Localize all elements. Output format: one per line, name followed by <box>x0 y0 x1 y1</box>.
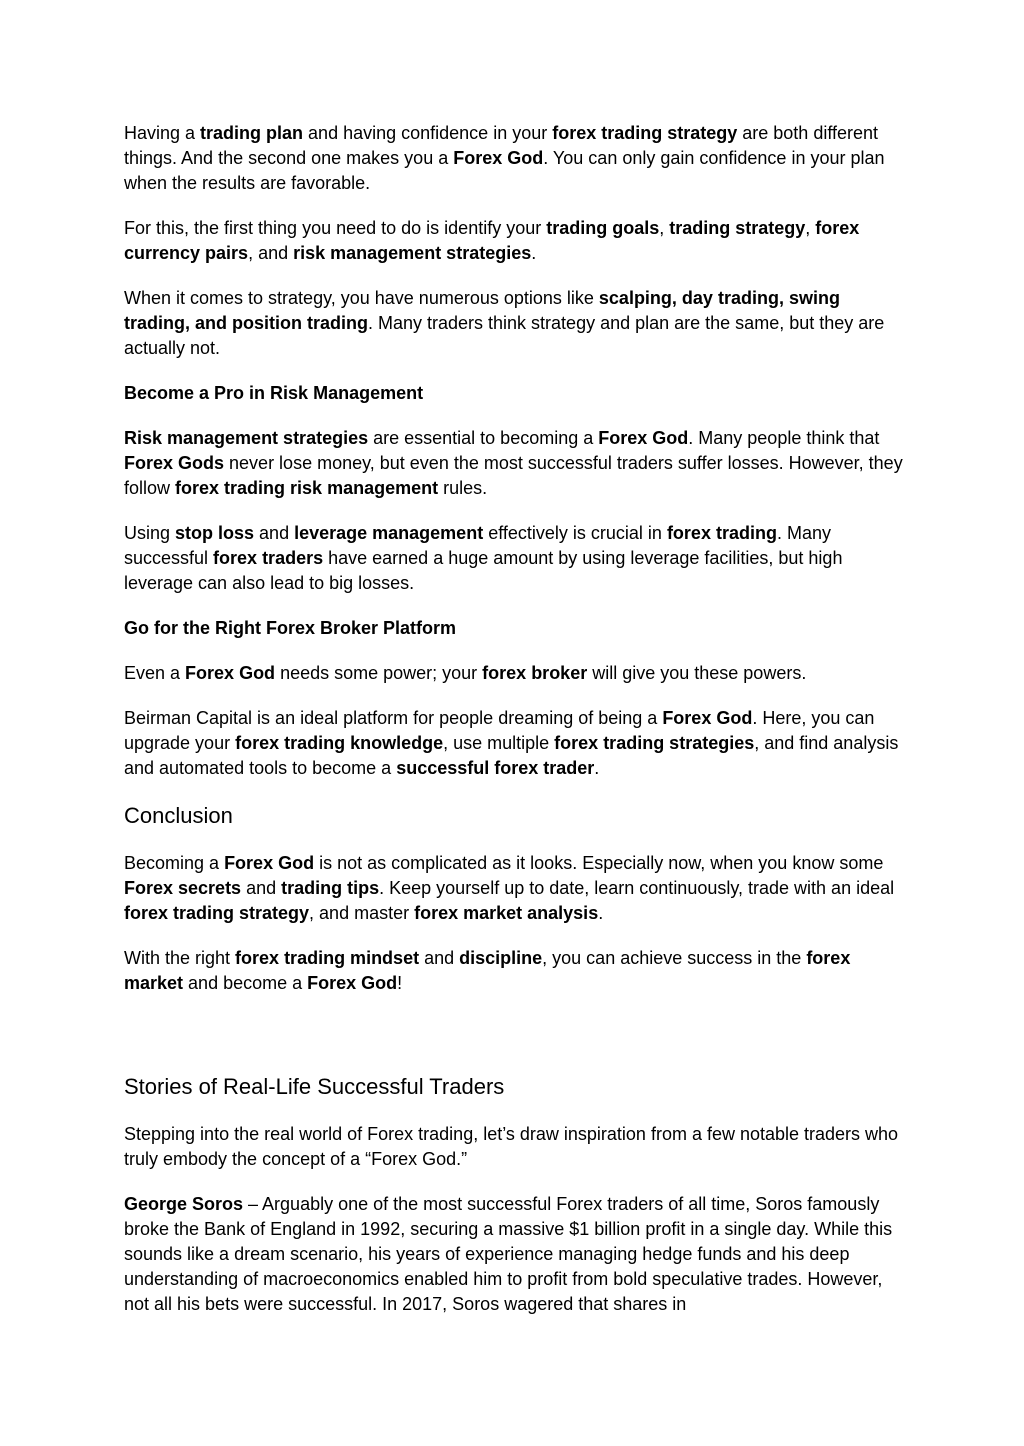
text-run: . Many people think that <box>688 428 880 448</box>
paragraph <box>124 121 904 196</box>
text-run: Using <box>124 523 176 543</box>
bold-text: Forex secrets <box>124 878 242 898</box>
bold-text: Forex God <box>185 663 276 683</box>
text-run: , <box>805 218 816 238</box>
bold-text: forex trading strategies <box>554 733 755 753</box>
text-run: and <box>254 523 295 543</box>
section-heading: Stories of Real-Life Successful Traders <box>124 1074 505 1099</box>
bold-text: trading plan <box>200 123 304 143</box>
bold-text: forex traders <box>213 548 324 568</box>
text-run: . You can only gain confidence in your plan when the results are favorable. <box>124 148 885 193</box>
bold-text: Forex God <box>307 973 398 993</box>
text-run: . <box>531 243 537 263</box>
paragraph <box>124 426 904 501</box>
text-run: effectively is crucial in <box>483 523 667 543</box>
text-run: . Many traders think strategy and plan are the same, but they are actually not. <box>124 313 885 358</box>
paragraph <box>124 1192 904 1317</box>
bold-text: forex market analysis <box>414 903 599 923</box>
text-run: , <box>659 218 670 238</box>
bold-text: scalping, day trading, swing trading, and position trading <box>124 288 840 333</box>
text-run: . <box>598 903 604 923</box>
text-run: and become a <box>183 973 308 993</box>
text-run: With the right <box>124 948 236 968</box>
text-run: , you can achieve success in the <box>542 948 807 968</box>
bold-text: forex trading <box>666 523 777 543</box>
bold-text: Forex God <box>453 148 544 168</box>
paragraph <box>124 706 904 781</box>
bold-text: Forex God <box>662 708 753 728</box>
text-run: Stepping into the real world of Forex trading, let’s draw inspiration from a few notable traders who truly embody the concept of a “Forex God.” <box>124 1124 899 1169</box>
text-run: – Arguably one of the most successful Forex traders of all time, Soros famously broke the Bank of England in 1992, securing a massive $1 billion profit in a single day. While this sounds like a dream scenario, his years of experience managing hedge funds and his deep understanding of macroeconomics enabled him to profit from bold speculative trades. However, not all his bets were successful. In 2017, Soros wagered that shares in <box>124 1194 893 1314</box>
paragraph <box>124 1122 904 1172</box>
bold-text: forex trading mindset <box>235 948 420 968</box>
bold-text: Forex Gods <box>124 453 225 473</box>
paragraph <box>124 946 904 996</box>
paragraph <box>124 286 904 361</box>
bold-text: discipline <box>459 948 543 968</box>
bold-text: trading goals <box>546 218 660 238</box>
section-spacer <box>124 1016 904 1066</box>
text-run: and <box>419 948 460 968</box>
text-run: , and find analysis and automated tools to become a <box>124 733 899 778</box>
text-run: For this, the first thing you need to do is identify your <box>124 218 547 238</box>
bold-text: trading strategy <box>669 218 806 238</box>
bold-text: leverage management <box>294 523 484 543</box>
bold-text: Forex God <box>224 853 315 873</box>
text-run: never lose money, but even the most successful traders suffer losses. However, they follow <box>124 453 903 498</box>
bold-text: George Soros <box>124 1194 244 1214</box>
text-run: . <box>594 758 600 778</box>
bold-text: forex broker <box>482 663 588 683</box>
text-run: and <box>241 878 282 898</box>
bold-text: Forex God <box>598 428 689 448</box>
paragraph <box>124 851 904 926</box>
bold-text: forex trading knowledge <box>235 733 444 753</box>
paragraph <box>124 216 904 266</box>
text-run: have earned a huge amount by using leverage facilities, but high leverage can also lead to big losses. <box>124 548 843 593</box>
text-run: Having a <box>124 123 201 143</box>
bold-text: trading tips <box>281 878 380 898</box>
document-page <box>124 121 904 1337</box>
text-run: Beirman Capital is an ideal platform for people dreaming of being a <box>124 708 663 728</box>
text-run: rules. <box>438 478 488 498</box>
text-run: Even a <box>124 663 186 683</box>
text-run: and having confidence in your <box>303 123 553 143</box>
bold-text: forex currency pairs <box>124 218 860 263</box>
text-run: are both different things. And the second one makes you a <box>124 123 879 168</box>
bold-text: forex market <box>124 948 851 993</box>
text-run: . Here, you can upgrade your <box>124 708 875 753</box>
bold-text: forex trading risk management <box>175 478 439 498</box>
bold-text: successful forex trader <box>396 758 595 778</box>
bold-text: Risk management strategies <box>124 428 369 448</box>
text-run: will give you these powers. <box>587 663 807 683</box>
text-run: is not as complicated as it looks. Especially now, when you know some <box>314 853 884 873</box>
text-run: . Keep yourself up to date, learn continuously, trade with an ideal <box>379 878 895 898</box>
text-run: When it comes to strategy, you have numerous options like <box>124 288 599 308</box>
bold-text: forex trading strategy <box>124 903 310 923</box>
text-run: , and master <box>309 903 415 923</box>
section-heading: Conclusion <box>124 803 233 828</box>
bold-text: risk management strategies <box>293 243 532 263</box>
bold-text: forex trading strategy <box>552 123 738 143</box>
text-run: , use multiple <box>443 733 555 753</box>
text-run: needs some power; your <box>275 663 483 683</box>
text-run: . Many successful <box>124 523 831 568</box>
paragraph <box>124 521 904 596</box>
text-run: are essential to becoming a <box>368 428 599 448</box>
text-run: Becoming a <box>124 853 225 873</box>
bold-text: stop loss <box>175 523 255 543</box>
subheading: Go for the Right Forex Broker Platform <box>124 618 457 638</box>
paragraph <box>124 661 904 686</box>
text-run: , and <box>248 243 294 263</box>
subheading: Become a Pro in Risk Management <box>124 383 424 403</box>
text-run: ! <box>397 973 403 993</box>
